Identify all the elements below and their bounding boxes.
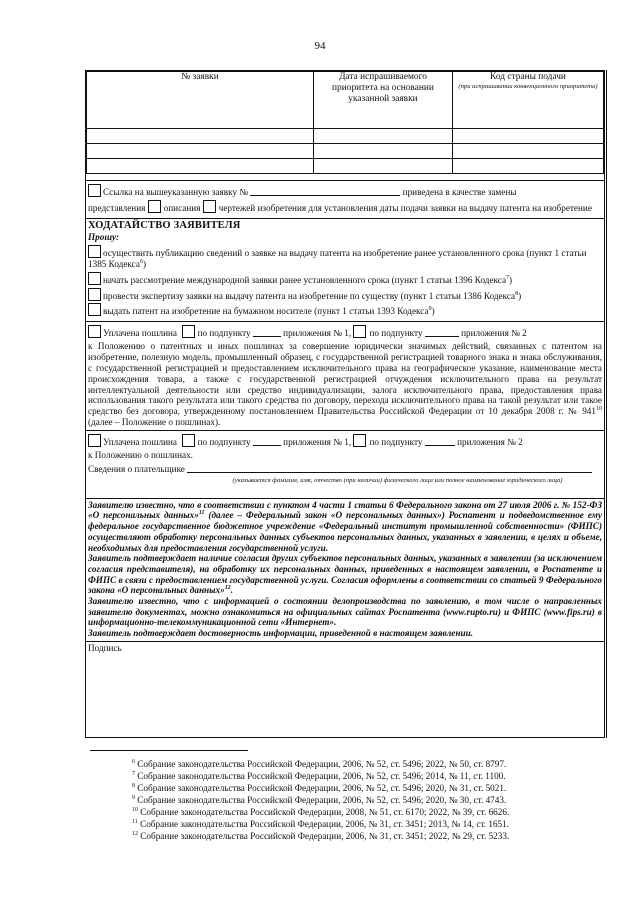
fee2-subpar2-field[interactable] [425,436,455,446]
col-application-number: № заявки [87,72,314,129]
col-priority-date: Дата испрашиваемого приоритета на основании указанной заявки [314,72,453,129]
reference-section [86,180,604,218]
footnote: $^7$ Собрание законодательства Российской Федерации, 2006, № 52, ст. 5496; 2014, № 11, ст. 1100. [132,770,506,781]
publication-checkbox[interactable] [88,245,101,258]
reference-text-2: приведена в качестве замены [402,187,517,197]
fee-section: Уплачена пошлина по подпункту приложения № 1, по подпункту приложения № 2 к Положению о патентных и иных пошлинах за совершение юридически значимых действий, связанных с патентом на изобретение, полезную модель, промышленный образец, с государственной регистрацией товарного знака и знака обслуживания, с государственной регистрацией и предоставлением исключительного права на географическое указание, наименование места происхождения товара, а также с государственной регистрацией отчуждения исключительного права на результат интеллектуальной деятельности или средство индивидуализации, залога исключительного права, предоставления права использования такого результата или такого средства по договору, перехода исключительного права на такой результат или такое средство без договора, утвержденному постановлением Правительства Российской Федерации от 10 декабря 2008 г. № $941^{10}$ (далее – Положение о пошлинах). [86,321,604,430]
footnote: $^6$ Собрание законодательства Российской Федерации, 2006, № 52, ст. 5496; 2022, № 50, ст. 8797. [132,758,507,769]
footnote-divider [90,750,248,751]
reference-checkbox[interactable] [88,184,101,197]
examination-checkbox[interactable] [88,288,101,301]
page-number: 94 [314,40,326,52]
signature-label: Подпись [88,642,122,653]
consent-paragraph-4: Заявитель подтверждает достоверность информации, приведенной в настоящем заявлении. [88,627,473,638]
fee2-subpar-checkbox[interactable] [182,434,195,447]
table-row [87,129,604,144]
footnote: $^{12}$ Собрание законодательства Российской Федерации, 2006, № 31, ст. 3451; 2022, № 29, ст. 5233. [132,830,510,841]
fee-subpar-field[interactable] [253,327,281,337]
fee-subpar-checkbox[interactable] [182,325,195,338]
table-row [87,144,604,159]
petition-item: начать рассмотрение международной заявки ранее установленного срока (пункт 1 статьи 1396 Кодекса$^7$) [88,272,602,286]
footnote: $^8$ Собрание законодательства Российской Федерации, 2006, № 52, ст. 5496; 2020, № 31, ст. 5021. [132,782,507,793]
priority-table [86,71,604,174]
fee-body: к Положению о патентных и иных пошлинах за совершение юридически значимых действий, связанных с патентом на изобретение, полезную модель, промышленный образец, с государственной регистрацией товарного знака и знака обслуживания, с государственной регистрацией и предоставлением исключительного права на географическое указание, наименование места происхождения товара, а также с государственной регистрацией отчуждения исключительного права на результат интеллектуальной деятельности или средство индивидуализации, залога исключительного права, предоставления права использования такого результата или такого средства по договору, перехода исключительного права на такой результат или такое средство без договора, утвержденному постановлением Правительства Российской Федерации от 10 декабря 2008 г. № $941^{10}$ (далее – Положение о пошлинах). [88,341,602,428]
fee-paid-checkbox[interactable] [88,325,101,338]
fee-subpar2-field[interactable] [425,327,459,337]
consent-paragraph-1: Заявителю известно, что в соответствии с пунктом 4 части 1 статьи 6 Федерального закона от 27 июля 2006 г. № 152-ФЗ «О персональных данных»$^{11}$ (далее – Федеральный закон «О персональных данных») Роспатент и подведомственное ему федеральное государственное бюджетное учреждение «Федеральный институт промышленной собственности» (ФИПС) осуществляют обработку персональных данных субъектов персональных данных, указанных в заявлении, в целях и объеме, необходимых для предоставления государственной услуги. [88,499,602,553]
reference-text-4: описания [163,202,201,213]
fee-section-2: Уплачена пошлина по подпункту приложения № 1, по подпункту приложения № 2 к Положению о пошлинах. Сведения о плательщике (указывается фамилия, имя, отчество (при наличии) физического лица или полное наименование юридического лица) [86,430,604,486]
paper-patent-checkbox[interactable] [88,303,101,316]
col-country-code-note: (при испрашивании конвенционного приоритета) [458,83,598,91]
footnote: $^9$ Собрание законодательства Российской Федерации, 2006, № 52, ст. 5496; 2020, № 30, ст. 4743. [132,794,507,805]
consent-paragraph-3: Заявителю известно, что с информацией о состоянии делопроизводства по заявлению, в том числе о направленных заявителю документах, можно ознакомиться на официальных сайтах Роспатента (www.rupto.ru) и ФИПС (www.fips.ru) в информационно-телекоммуникационной сети «Интернет». [88,595,602,628]
intl-review-checkbox[interactable] [88,272,101,285]
fee2-body: к Положению о пошлинах. [88,449,193,460]
description-checkbox[interactable] [148,200,161,213]
reference-text-5: чертежей изобретения для установления даты подачи заявки на выдачу патента на изобретение [218,202,592,213]
application-form [85,70,605,738]
payer-field[interactable] [187,463,592,473]
fee2-paid-checkbox[interactable] [88,434,101,447]
petition-item: выдать патент на изобретение на бумажном носителе (пункт 1 статьи 1393 Кодекса$^9$) [88,303,602,317]
fee-subpar2-checkbox[interactable] [353,325,366,338]
consent-section [86,498,604,641]
payer-caption: (указывается фамилия, имя, отчество (при наличии) физического лица или полное наименование юридического лица) [232,476,563,484]
right-margin-line [606,70,607,738]
petition-ask: Прошу: [88,232,120,243]
footnote: $^{10}$ Собрание законодательства Российской Федерации, 2008, № 51, ст. 6170; 2022, № 39, ст. 6626. [132,806,510,817]
petition-heading: ХОДАТАЙСТВО ЗАЯВИТЕЛЯ [88,219,241,231]
reference-text-3: представления [88,202,146,213]
col-country-code-label: Код страны подачи [490,72,566,82]
reference-number-field[interactable] [250,186,400,196]
petition-item: провести экспертизу заявки на выдачу патента на изобретение по существу (пункт 1 статьи 1386 Кодекса$^8$) [88,288,602,302]
petition-item: осуществить публикацию сведений о заявке на выдачу патента на изобретение ранее установленного срока (пункт 1 статьи 1385 Кодекса$^6$) [88,245,602,270]
fee2-subpar-field[interactable] [253,436,281,446]
footnote: $^{11}$ Собрание законодательства Российской Федерации, 2006, № 31, ст. 3451; 2013, № 14, ст. 1651. [132,818,510,829]
col-country-code [453,72,604,129]
payer-label: Сведения о плательщике [88,463,185,474]
fee2-subpar2-checkbox[interactable] [353,434,366,447]
petition-section [86,218,604,322]
footnotes [132,758,602,842]
drawings-checkbox[interactable] [203,200,216,213]
consent-paragraph-2: Заявитель подтверждает наличие согласия других субъектов персональных данных, указанных в заявлении (за исключением согласия представителя), на обработку их персональных данных, приведенных в настоящем заявлении, в Роспатенте и ФИПС в связи с предоставлением государственной услуги. Согласия оформлены в соответствии со статьей 9 Федерального закона «О персональных данных»$^{12}$. [88,553,602,596]
signature-section[interactable] [86,641,604,656]
table-row [87,159,604,174]
reference-text: Ссылка на вышеуказанную заявку № [103,187,249,197]
